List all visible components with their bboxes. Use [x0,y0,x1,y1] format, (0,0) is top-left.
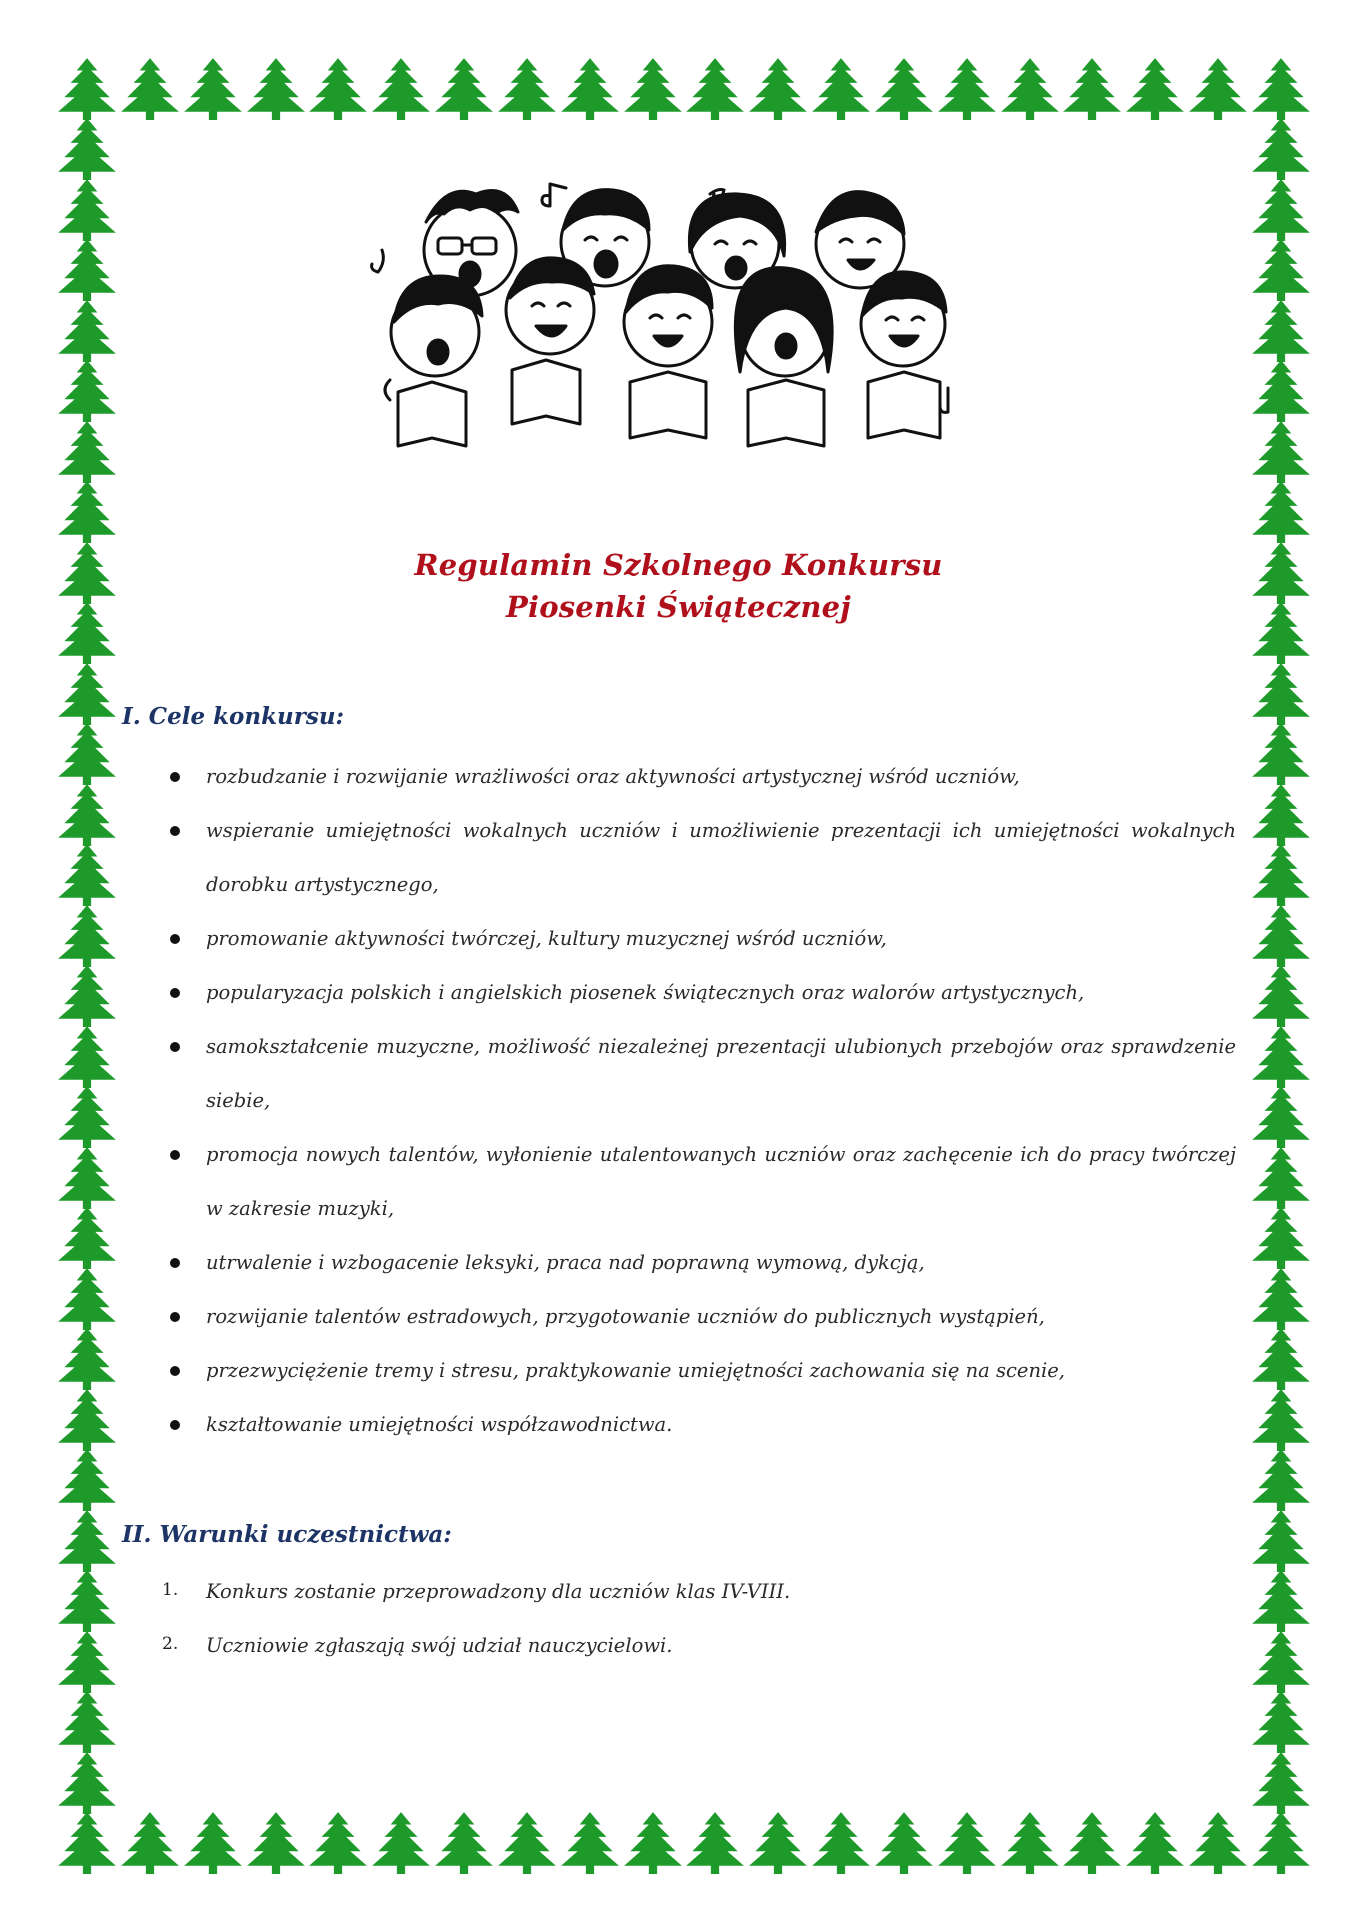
christmas-tree-icon [936,56,998,122]
christmas-tree-icon [56,1387,118,1453]
singer-face [391,276,482,376]
christmas-tree-icon [1124,56,1186,122]
christmas-tree-icon [1250,1689,1312,1755]
christmas-tree-icon [1250,963,1312,1029]
christmas-tree-icon [56,1568,118,1634]
christmas-tree-icon [747,1810,809,1876]
christmas-tree-icon [56,903,118,969]
title-line-2: Piosenki Świątecznej [506,590,851,624]
christmas-tree-icon [56,358,118,424]
christmas-tree-icon [1250,177,1312,243]
list-item-text: promowanie aktywności twórczej, kultury muzycznej wśród uczniów, [206,927,887,950]
christmas-tree-icon [56,479,118,545]
christmas-tree-icon [1250,1447,1312,1513]
christmas-tree-icon [370,1810,432,1876]
christmas-tree-icon [873,56,935,122]
christmas-tree-icon [1250,721,1312,787]
christmas-tree-icon [56,1629,118,1695]
christmas-tree-icon [559,56,621,122]
christmas-tree-icon [56,1508,118,1574]
bullet-icon [170,1150,180,1160]
christmas-tree-icon [56,56,118,122]
christmas-tree-icon [559,1810,621,1876]
christmas-tree-icon [56,1810,118,1876]
section-heading-goals: I. Cele konkursu: [122,703,345,730]
christmas-tree-icon [56,842,118,908]
list-item-text: promocja nowych talentów, wyłonienie utalentowanych uczniów oraz zachęcenie ich do pracy twórczej [206,1143,1236,1166]
bullet-icon [170,1366,180,1376]
christmas-tree-icon [56,1326,118,1392]
christmas-tree-icon [56,1266,118,1332]
christmas-tree-icon [1250,1145,1312,1211]
section-heading-conditions: II. Warunki uczestnictwa: [122,1521,452,1548]
christmas-tree-icon [56,1750,118,1816]
christmas-tree-icon [1250,842,1312,908]
christmas-tree-icon [1250,903,1312,969]
singer-face [624,266,712,366]
christmas-tree-icon [56,782,118,848]
christmas-tree-icon [1250,1629,1312,1695]
christmas-tree-icon [56,1205,118,1271]
christmas-tree-icon [119,56,181,122]
christmas-tree-icon [307,1810,369,1876]
bullet-icon [170,988,180,998]
christmas-tree-icon [684,56,746,122]
singer-face [861,272,946,366]
christmas-tree-icon [810,1810,872,1876]
singer-face [735,268,832,376]
christmas-tree-icon [56,298,118,364]
list-item-text: popularyzacja polskich i angielskich piosenek świątecznych oraz walorów artystycznych, [206,981,1085,1004]
christmas-tree-icon [1250,1326,1312,1392]
list-number: 1. [162,1580,179,1600]
christmas-tree-icon [56,963,118,1029]
christmas-tree-icon [622,56,684,122]
list-item-text: rozwijanie talentów estradowych, przygotowanie uczniów do publicznych wystąpień, [206,1305,1045,1328]
christmas-tree-icon [684,1810,746,1876]
christmas-tree-icon [1250,661,1312,727]
christmas-tree-icon [1061,56,1123,122]
christmas-tree-icon [433,1810,495,1876]
christmas-tree-icon [1250,1266,1312,1332]
list-item-text: kształtowanie umiejętności współzawodnictwa. [206,1413,673,1436]
christmas-tree-icon [119,1810,181,1876]
singer-face [506,258,594,354]
list-item-text: utrwalenie i wzbogacenie leksyki, praca nad poprawną wymową, dykcją, [206,1251,925,1274]
christmas-tree-icon [1250,1810,1312,1876]
christmas-tree-icon [810,56,872,122]
title-line-1: Regulamin Szkolnego Konkursu [414,548,943,582]
christmas-tree-icon [999,1810,1061,1876]
list-item-text: wspieranie umiejętności wokalnych uczniów i umożliwienie prezentacji ich umiejętności wokalnych [206,819,1236,842]
christmas-tree-icon [1250,116,1312,182]
christmas-tree-icon [1250,1568,1312,1634]
bullet-icon [170,1420,180,1430]
list-item-text: samokształcenie muzyczne, możliwość niezależnej prezentacji ulubionych przebojów oraz sprawdzenie [206,1035,1236,1058]
list-item-text: siebie, [206,1089,271,1112]
christmas-tree-icon [1250,1024,1312,1090]
christmas-tree-icon [496,1810,558,1876]
christmas-tree-icon [873,1810,935,1876]
christmas-tree-icon [245,1810,307,1876]
christmas-tree-icon [56,721,118,787]
christmas-tree-icon [433,56,495,122]
christmas-tree-icon [1187,1810,1249,1876]
bullet-icon [170,1258,180,1268]
christmas-tree-icon [56,1024,118,1090]
christmas-tree-icon [245,56,307,122]
christmas-tree-icon [1250,1205,1312,1271]
christmas-tree-icon [56,116,118,182]
christmas-tree-icon [1250,56,1312,122]
bullet-icon [170,1042,180,1052]
bullet-icon [170,934,180,944]
christmas-tree-icon [1124,1810,1186,1876]
christmas-tree-icon [1250,479,1312,545]
christmas-tree-icon [182,56,244,122]
christmas-tree-icon [56,661,118,727]
christmas-tree-icon [56,1145,118,1211]
christmas-tree-icon [56,177,118,243]
list-number: 2. [162,1634,179,1654]
christmas-tree-icon [936,1810,998,1876]
christmas-tree-icon [1187,56,1249,122]
christmas-tree-icon [1250,1387,1312,1453]
christmas-tree-icon [1061,1810,1123,1876]
bullet-icon [170,826,180,836]
list-item-text: w zakresie muzyki, [206,1197,395,1220]
christmas-tree-icon [1250,782,1312,848]
christmas-tree-icon [56,1447,118,1513]
list-item-text: rozbudzanie i rozwijanie wrażliwości oraz aktywności artystycznej wśród uczniów, [206,765,1020,788]
christmas-tree-icon [999,56,1061,122]
list-item-text: przezwyciężenie tremy i stresu, praktykowanie umiejętności zachowania się na scenie, [206,1359,1065,1382]
list-item-text: dorobku artystycznego, [206,873,439,896]
list-item-text: Uczniowie zgłaszają swój udział nauczycielowi. [206,1634,673,1657]
christmas-tree-icon [1250,298,1312,364]
christmas-tree-icon [1250,1508,1312,1574]
christmas-tree-icon [1250,237,1312,303]
christmas-tree-icon [56,1689,118,1755]
christmas-tree-icon [1250,1750,1312,1816]
christmas-tree-icon [56,1084,118,1150]
christmas-tree-icon [1250,1084,1312,1150]
christmas-tree-icon [1250,358,1312,424]
christmas-tree-icon [747,56,809,122]
christmas-tree-icon [56,237,118,303]
christmas-tree-icon [56,419,118,485]
bullet-icon [170,772,180,782]
christmas-tree-icon [1250,419,1312,485]
christmas-tree-icon [622,1810,684,1876]
christmas-tree-icon [182,1810,244,1876]
christmas-tree-icon [307,56,369,122]
singing-children-illustration [360,182,990,492]
bullet-icon [170,1312,180,1322]
christmas-tree-icon [496,56,558,122]
christmas-tree-icon [370,56,432,122]
list-item-text: Konkurs zostanie przeprowadzony dla uczniów klas IV-VIII. [206,1580,791,1603]
